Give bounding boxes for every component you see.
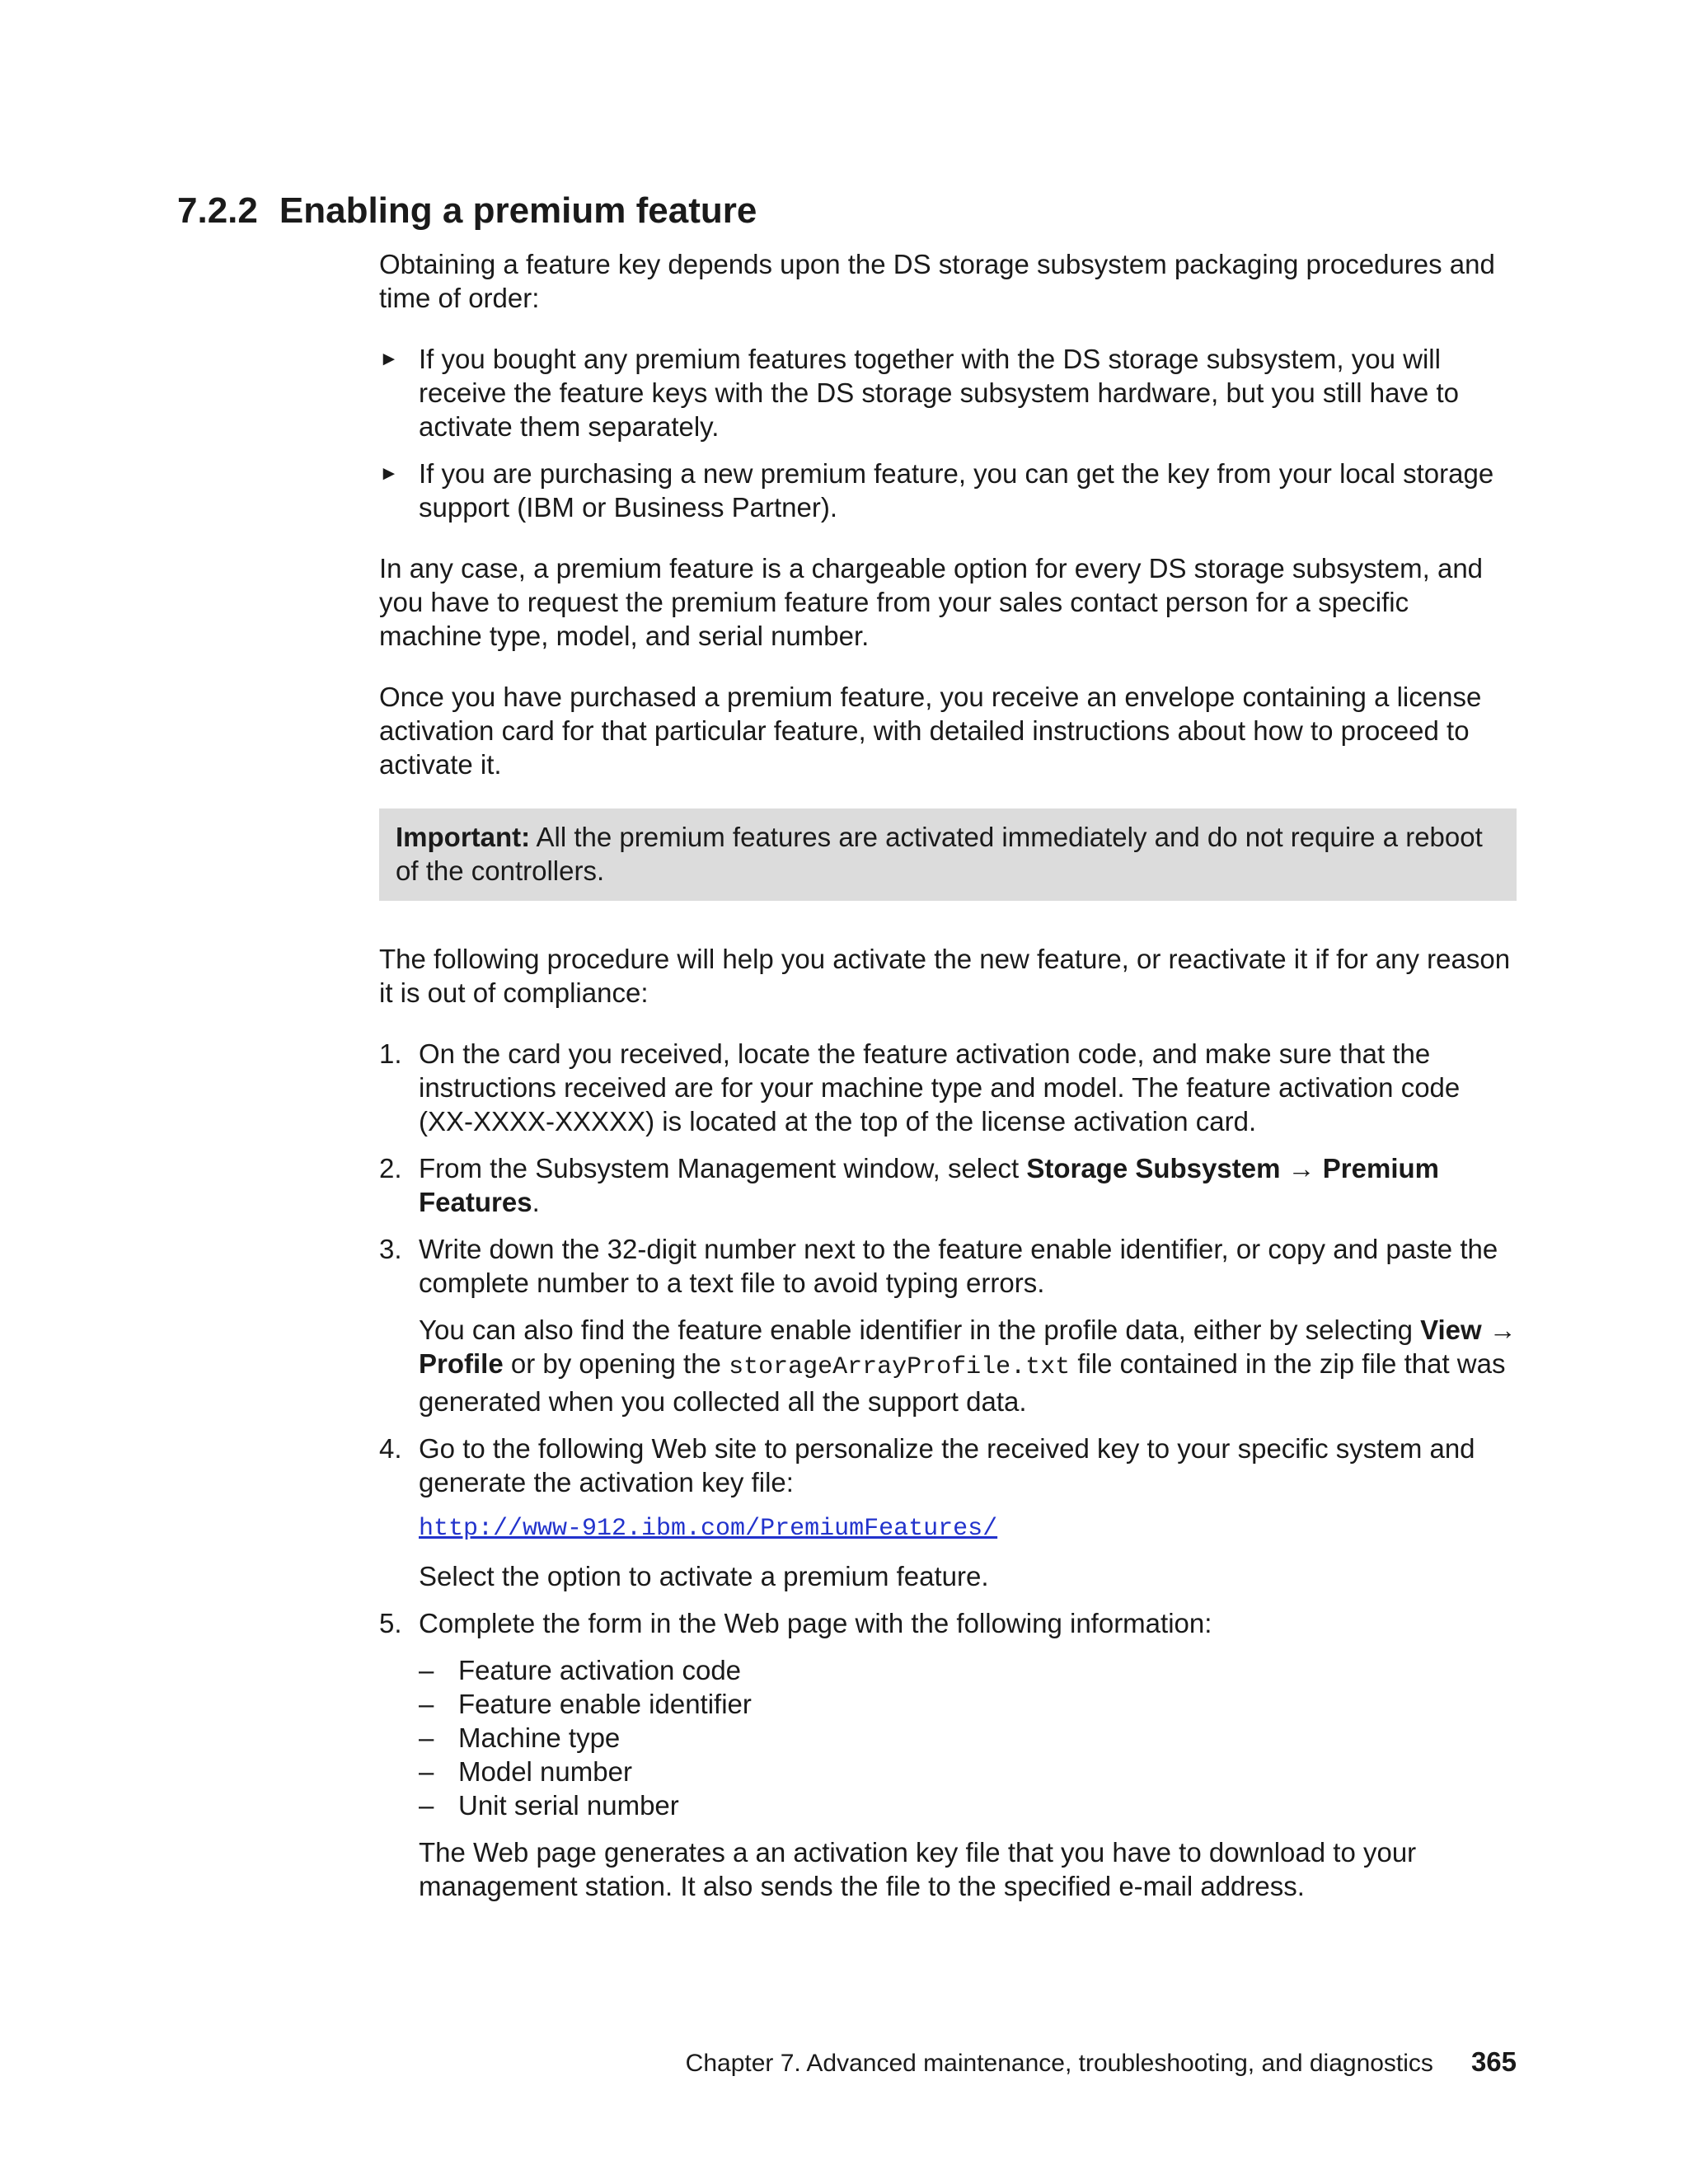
bullet-arrow-icon: ►: [379, 348, 399, 370]
profile-filename: storageArrayProfile.txt: [729, 1353, 1071, 1381]
once-purchased-paragraph: Once you have purchased a premium feature, you receive an envelope containing a license activation card for that particular feature, with detailed instructions about how to proceed to activate it.: [379, 682, 1482, 780]
step-text: Complete the form in the Web page with the following information:: [419, 1608, 1212, 1638]
list-item: [419, 1721, 1517, 1755]
procedure-intro: The following procedure will help you activate the new feature, or reactivate it if for any reason it is out of compliance:: [379, 944, 1511, 1008]
section-heading: [177, 188, 757, 234]
step-text: Write down the 32-digit number next to the feature enable identifier, or copy and paste the complete number to a text file to avoid typing errors.: [419, 1234, 1498, 1298]
important-label: Important:: [396, 822, 531, 852]
menu-path-premium-features: Premium Features: [419, 1153, 1439, 1217]
section-number: 7.2.2: [177, 190, 258, 231]
menu-arrow: →: [1481, 1315, 1517, 1345]
menu-path-view: View: [1420, 1315, 1482, 1345]
intro-paragraph: Obtaining a feature key depends upon the DS storage subsystem packaging procedures and time of order:: [379, 249, 1495, 313]
section-title: Enabling a premium feature: [279, 190, 757, 231]
subparagraph-text: file contained in the zip file that was generated when you collected all the support data.: [419, 1348, 1506, 1417]
bullet-text: If you bought any premium features together with the DS storage subsystem, you will receive the feature keys with the DS storage subsystem hardware, but you still have to activate them separately.: [419, 344, 1459, 442]
list-item: [419, 1755, 1517, 1788]
list-item-text: Unit serial number: [458, 1790, 679, 1821]
step-number: 5.: [379, 1608, 402, 1638]
step-text: From the Subsystem Management window, select: [419, 1153, 1027, 1183]
step-item: [379, 1432, 1517, 1593]
step-text: On the card you received, locate the feature activation code, and make sure that the instructions received are for your machine type and model. The feature activation code (XX-XXXX-XXXXX) is located at the top of the license activation card.: [419, 1038, 1461, 1137]
step-subparagraph: The Web page generates a an activation key file that you have to download to your management station. It also sends the file to the specified e-mail address.: [419, 1837, 1417, 1901]
menu-arrow: →: [1280, 1153, 1323, 1183]
list-item-text: Machine type: [458, 1722, 621, 1753]
step-item: [379, 1151, 1517, 1219]
bullet-text: If you are purchasing a new premium feature, you can get the key from your local storage support (IBM or Business Partner).: [419, 458, 1494, 523]
important-text: All the premium features are activated immediately and do not require a reboot of the controllers.: [396, 822, 1483, 886]
list-item-text: Feature enable identifier: [458, 1689, 752, 1719]
step-item: [379, 1606, 1517, 1903]
list-item-text: Model number: [458, 1756, 632, 1787]
dash-marker: –: [419, 1790, 434, 1821]
step-subparagraph: [419, 1313, 1517, 1418]
step-number: 1.: [379, 1038, 402, 1069]
menu-path-profile: Profile: [419, 1348, 504, 1379]
list-item: [419, 1653, 1517, 1687]
list-item: [419, 1687, 1517, 1721]
bullet-item: [379, 457, 1517, 524]
step-text: Go to the following Web site to personalize the received key to your specific system and generate the activation key file:: [419, 1433, 1475, 1497]
dash-marker: –: [419, 1722, 434, 1753]
step-number: 3.: [379, 1234, 402, 1264]
step-number: 4.: [379, 1433, 402, 1464]
footer-chapter-title: Chapter 7. Advanced maintenance, troubleshooting, and diagnostics: [685, 2050, 1433, 2077]
subparagraph-text: or by opening the: [503, 1348, 729, 1379]
step-item: [379, 1037, 1517, 1138]
premium-features-link[interactable]: http://www-912.ibm.com/PremiumFeatures/: [419, 1515, 998, 1543]
form-fields-list: [419, 1653, 1517, 1822]
procedure-steps: [379, 1037, 1517, 1903]
list-item-text: Feature activation code: [458, 1655, 742, 1685]
page-footer: [0, 2046, 1517, 2080]
bullet-arrow-icon: ►: [379, 462, 399, 485]
section-body: [379, 247, 1517, 1916]
dash-marker: –: [419, 1756, 434, 1787]
bullet-list: [379, 342, 1517, 524]
step-item: [379, 1232, 1517, 1418]
bullet-item: [379, 342, 1517, 443]
page-number: 365: [1470, 2046, 1517, 2077]
step-number: 2.: [379, 1153, 402, 1183]
menu-path-storage-subsystem: Storage Subsystem: [1026, 1153, 1281, 1183]
important-note-box: [379, 808, 1517, 901]
step-text-end: .: [532, 1187, 540, 1217]
step-subparagraph: Select the option to activate a premium feature.: [419, 1561, 989, 1591]
list-item: [419, 1788, 1517, 1822]
any-case-paragraph: In any case, a premium feature is a chargeable option for every DS storage subsystem, and you have to request the premium feature from your sales contact person for a specific machine type, model, and serial number.: [379, 553, 1484, 651]
subparagraph-text: You can also find the feature enable identifier in the profile data, either by selecting: [419, 1315, 1421, 1345]
dash-marker: –: [419, 1689, 434, 1719]
dash-marker: –: [419, 1655, 434, 1685]
